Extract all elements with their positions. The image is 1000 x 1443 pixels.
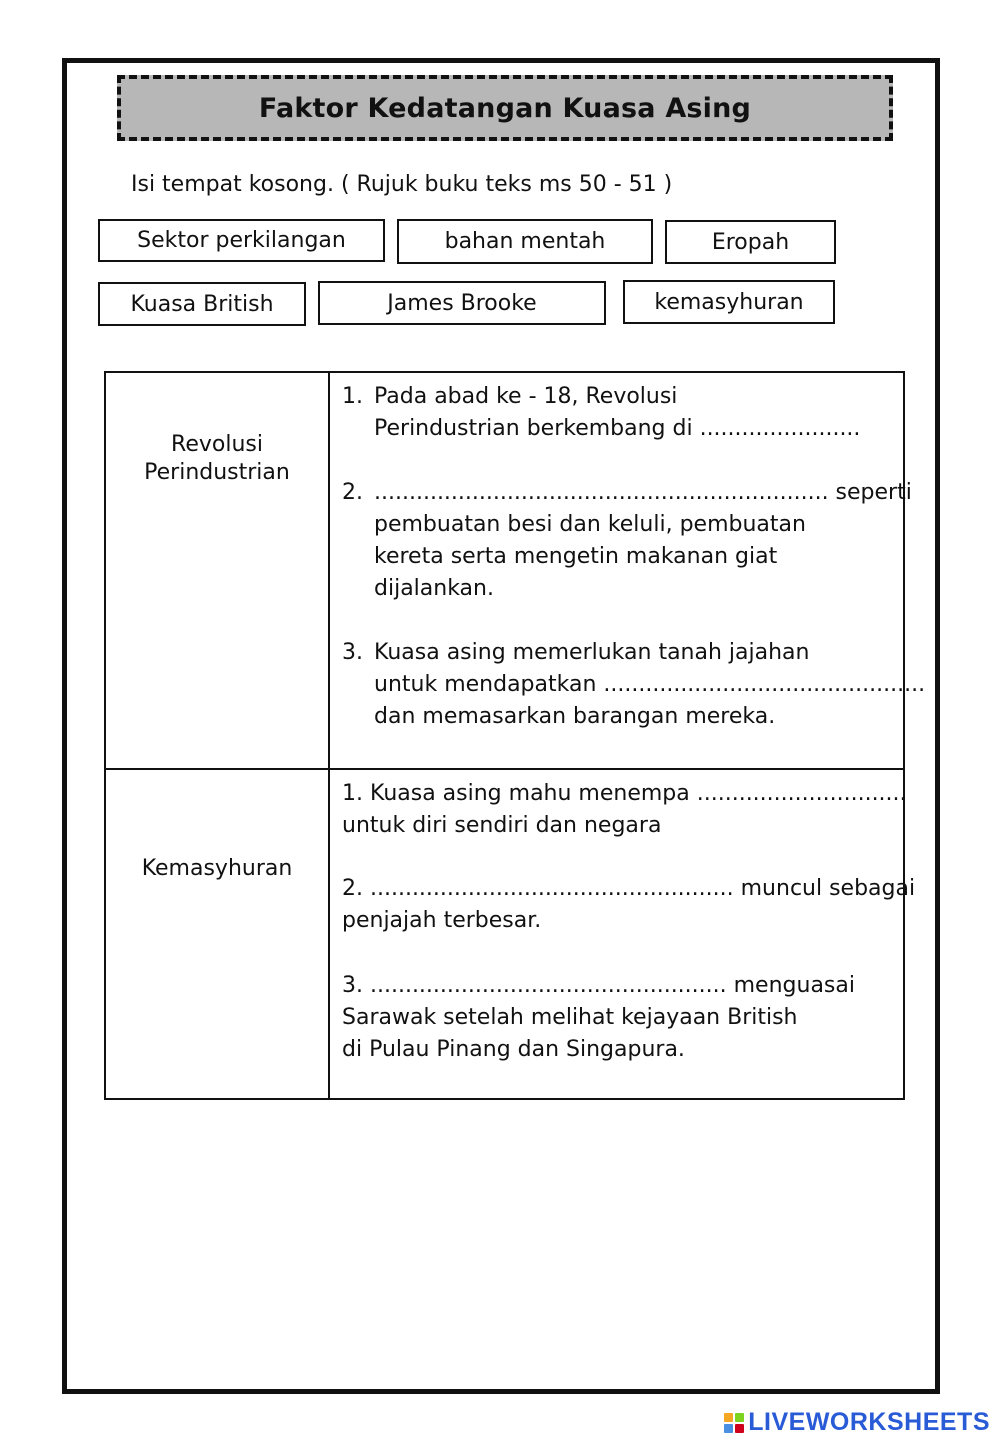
section-label-kemasyhuran — [106, 855, 328, 883]
question-line: 1. Kuasa asing mahu menempa .............................. — [342, 781, 907, 806]
question-line: Perindustrian berkembang di ....................... — [374, 416, 861, 441]
question-line: untuk diri sendiri dan negara — [342, 813, 662, 838]
question-line: pembuatan besi dan keluli, pembuatan — [374, 512, 806, 537]
question-line: untuk mendapatkan .............................................. — [374, 672, 926, 697]
table-row-divider — [106, 768, 903, 770]
answer-table — [104, 371, 926, 1100]
word-bank-item[interactable]: Kuasa British — [98, 282, 306, 326]
question-line: penjajah terbesar. — [342, 908, 542, 933]
question-line: Kuasa asing memerlukan tanah jajahan — [374, 640, 810, 665]
question-item — [342, 778, 907, 842]
word-bank-item[interactable]: Sektor perkilangan — [98, 219, 385, 262]
section-label-revolusi — [106, 431, 328, 487]
table-column-divider — [328, 373, 330, 1098]
word-bank-item[interactable]: Eropah — [665, 220, 836, 264]
label-line: Perindustrian — [144, 460, 290, 485]
instruction-text: Isi tempat kosong. ( Rujuk buku teks ms 50 - 51 ) — [131, 172, 673, 197]
question-line: Sarawak setelah melihat kejayaan British — [342, 1005, 798, 1030]
label-line: Kemasyhuran — [141, 856, 293, 881]
question-item — [342, 970, 855, 1066]
question-line: Pada abad ke - 18, Revolusi — [374, 384, 678, 409]
question-number: 2. — [342, 480, 363, 505]
word-bank-item[interactable]: kemasyhuran — [623, 280, 835, 324]
question-line: dijalankan. — [374, 576, 494, 601]
question-item — [342, 873, 915, 937]
word-bank-item[interactable]: bahan mentah — [397, 219, 653, 264]
liveworksheets-logo[interactable] — [724, 1408, 990, 1437]
liveworksheets-logo-icon — [724, 1413, 744, 1433]
question-line: 3. ................................................... menguasai — [342, 973, 855, 998]
question-line: di Pulau Pinang dan Singapura. — [342, 1037, 685, 1062]
question-number: 3. — [342, 640, 363, 665]
logo-text: LIVEWORKSHEETS — [748, 1408, 990, 1436]
question-line: 2. .................................................... muncul sebagai — [342, 876, 916, 901]
question-line: ................................................................. seperti — [374, 480, 912, 505]
question-number: 1. — [342, 384, 363, 409]
question-line: dan memasarkan barangan mereka. — [374, 704, 776, 729]
worksheet-title: Faktor Kedatangan Kuasa Asing — [117, 75, 893, 141]
question-line: kereta serta mengetin makanan giat — [374, 544, 778, 569]
label-line: Revolusi — [171, 432, 263, 457]
word-bank-item[interactable]: James Brooke — [318, 281, 606, 325]
